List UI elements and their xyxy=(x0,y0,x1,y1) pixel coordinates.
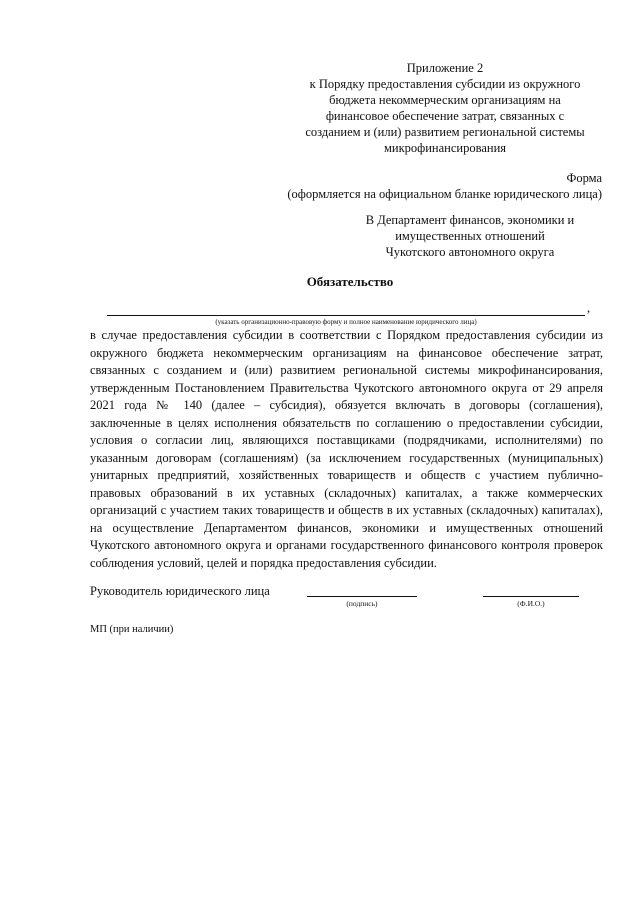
form-note: (оформляется на официальном бланке юридического лица) xyxy=(287,187,602,201)
annex-line: Приложение 2 xyxy=(406,61,484,75)
signature-hint: (подпись) xyxy=(346,599,378,608)
signature-role-label: Руководитель юридического лица xyxy=(90,584,270,598)
addressee-line: В Департамент финансов, экономики и xyxy=(365,213,575,227)
organization-name-line xyxy=(107,303,585,316)
form-label: Форма xyxy=(566,171,602,185)
fio-line xyxy=(483,584,579,597)
annex-line: микрофинансирования xyxy=(383,141,507,155)
annex-line: финансовое обеспечение затрат, связанных с xyxy=(325,109,565,123)
addressee-block xyxy=(340,212,600,260)
obligation-body-text: в случае предоставления субсидии в соответствии с Порядком предоставления субсидии из окружного бюджета некоммерческим организациям на финансовое обеспечение затрат, связанных с созданием и (или) развитием региональной системы микрофинансирования, утвержденным Постановлением Правительства Чукотского автономного округа от 29 апреля 2021 года № 140 (далее – субсидия), обязуется включать в договоры (соглашения), заключенные в целях исполнения обязательств по соглашению о предоставлении субсидии, условия о согласии лиц, являющихся поставщиками (подрядчиками, исполнителями) по указанным договорам (соглашениям) (за исключением государственных (муниципальных) унитарных предприятий, хозяйственных товариществ и обществ с участием публично-правовых образований в их уставных (складочных) капиталах, а также коммерческих организаций с участием таких товариществ и обществ в их уставных (складочных) капиталах), на осуществление Департаментом финансов, экономики и имущественных отношений Чукотского автономного округа и органами государственного финансового контроля проверок соблюдения условий, целей и порядка предоставления субсидии. xyxy=(90,328,603,570)
signature-line xyxy=(307,584,417,597)
organization-hint: (указать организационно-правовую форму и полное наименование юридического лица) xyxy=(215,318,477,326)
addressee-line: имущественных отношений xyxy=(395,229,545,243)
form-label-block xyxy=(242,170,602,202)
addressee-line: Чукотского автономного округа xyxy=(385,245,555,259)
fio-hint: (Ф.И.О.) xyxy=(517,599,545,608)
annex-header xyxy=(290,60,600,156)
annex-line: к Порядку предоставления субсидии из окружного xyxy=(309,77,581,91)
stamp-note: МП (при наличии) xyxy=(90,624,174,635)
organization-comma: , xyxy=(587,301,591,315)
document-title: Обязательство xyxy=(306,274,394,289)
annex-line: бюджета некоммерческим организациям на xyxy=(329,93,561,107)
annex-line: созданием и (или) развитием региональной системы xyxy=(305,125,585,139)
